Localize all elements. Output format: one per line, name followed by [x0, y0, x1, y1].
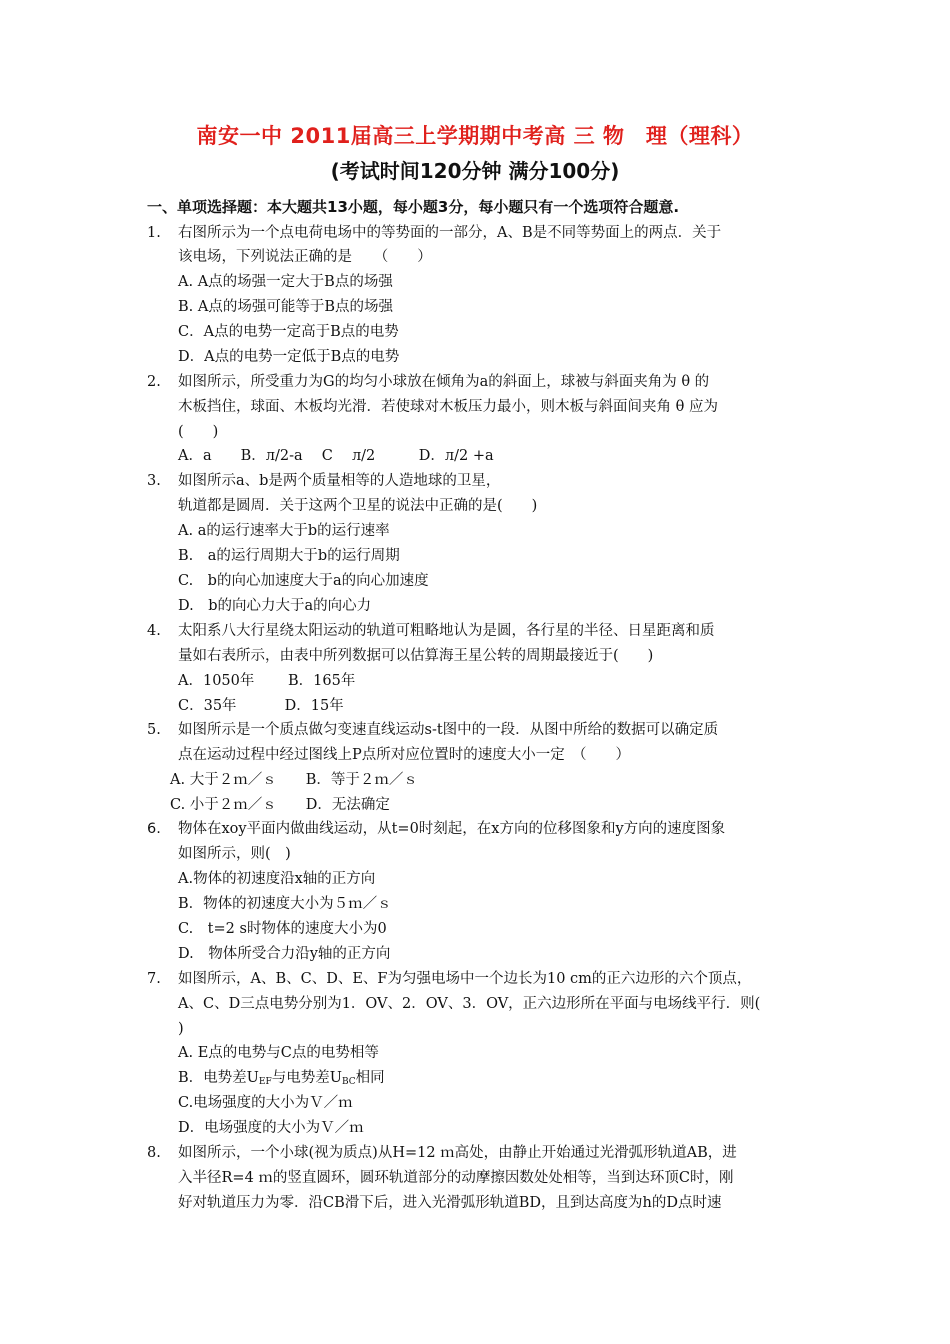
option-b-text: 相同 — [355, 1070, 385, 1086]
exam-subtitle: (考试时间120分钟 满分100分) — [330, 159, 620, 183]
question-number: 5. — [147, 722, 161, 738]
section-heading: 一、单项选择题：本大题共13小题，每小题3分，每小题只有一个选项符合题意. — [147, 198, 680, 216]
question-text: 该电场，下列说法正确的是 （ ） — [178, 249, 432, 265]
option-d: D. b的向心力大于a的向心力 — [178, 598, 372, 614]
option-c: C. b的向心加速度大于a的向心加速度 — [178, 573, 429, 589]
question-text: 木板挡住，球面、木板均光滑．若使球对木板压力最小，则木板与斜面间夹角 θ 应为 — [178, 399, 718, 415]
question-text: 如图所示，A、B、C、D、E、F为匀强电场中一个边长为10 cm的正六边形的六个顶点， — [178, 971, 752, 987]
question-number: 3. — [147, 473, 161, 489]
question-text: ) — [178, 1021, 184, 1037]
question-text: 如图所示a、b是两个质量相等的人造地球的卫星， — [178, 473, 501, 489]
option-a: A. A点的场强一定大于B点的场强 — [178, 274, 393, 290]
option-a: A.物体的初速度沿x轴的正方向 — [178, 871, 376, 887]
option-c: C．A点的电势一定高于B点的电势 — [178, 324, 399, 340]
question-text: 太阳系八大行星绕太阳运动的轨道可粗略地认为是圆，各行星的半径、日星距离和质 — [178, 623, 715, 639]
option-b: B. a的运行周期大于b的运行周期 — [178, 548, 400, 564]
question-text: 如图所示，则( ) — [178, 846, 291, 862]
question-text: 点在运动过程中经过图线上P点所对应位置时的速度大小一定 （ ） — [178, 747, 631, 763]
question-number: 4. — [147, 623, 161, 639]
option-b-text: B．电势差U — [178, 1070, 259, 1086]
question-text: ( ) — [178, 424, 219, 440]
question-number: 8. — [147, 1145, 161, 1161]
question-number: 1. — [147, 225, 161, 241]
subscript: EF — [258, 1077, 272, 1087]
option-c: C.电场强度的大小为Ｖ／ｍ — [178, 1095, 353, 1111]
question-text: 如图所示是一个质点做匀变速直线运动s-t图中的一段．从图中所给的数据可以确定质 — [178, 722, 719, 738]
question-text: 轨道都是圆周．关于这两个卫星的说法中正确的是( ) — [178, 498, 538, 514]
question-text: 如图所示，一个小球(视为质点)从H=12 ｍ高处，由静止开始通过光滑弧形轨道AB，进 — [178, 1145, 737, 1161]
options-row: C．35年 D．15年 — [178, 698, 344, 714]
question-text: 物体在xoy平面内做曲线运动，从t=0时刻起，在x方向的位移图象和y方向的速度图象 — [178, 821, 726, 837]
option-b: B. A点的场强可能等于B点的场强 — [178, 299, 393, 315]
option-d: D. 物体所受合力沿y轴的正方向 — [178, 946, 391, 962]
question-text: 如图所示，所受重力为G的均匀小球放在倾角为a的斜面上，球被与斜面夹角为 θ 的 — [178, 374, 710, 390]
question-text: 右图所示为一个点电荷电场中的等势面的一部分，A、B是不同等势面上的两点．关于 — [178, 225, 722, 241]
option-b — [178, 1069, 385, 1091]
option-b-text: 与电势差U — [271, 1070, 342, 1086]
question-text: 入半径R=4 ｍ的竖直圆环，圆环轨道部分的动摩擦因数处处相等，当到达环顶C时，刚 — [178, 1170, 734, 1186]
option-c: C. t=2 s时物体的速度大小为0 — [178, 921, 387, 937]
option-d: D．电场强度的大小为Ｖ／ｍ — [178, 1120, 364, 1136]
option-b: B．物体的初速度大小为５ｍ／ｓ — [178, 896, 392, 912]
exam-title: 南安一中 2011届高三上学期期中考高 三 物 理（理科） — [196, 124, 754, 148]
question-number: 7. — [147, 971, 161, 987]
option-d: D．A点的电势一定低于B点的电势 — [178, 349, 400, 365]
subscript: BC — [341, 1077, 356, 1087]
question-number: 6. — [147, 821, 161, 837]
question-number: 2. — [147, 374, 161, 390]
options-row: A. 大于２ｍ／ｓ B．等于２ｍ／ｓ — [170, 772, 418, 788]
question-text: A、C、D三点电势分别为1．OV、2．OV、3．OV，正六边形所在平面与电场线平行．则( — [178, 996, 761, 1012]
question-text: 量如右表所示，由表中所列数据可以估算海王星公转的周期最接近于( ) — [178, 648, 654, 664]
options-row: A．1050年 B．165年 — [178, 673, 356, 689]
options-row: A．a B．л/2-a C л/2 D．л/2 +a — [178, 448, 494, 464]
question-text: 好对轨道压力为零．沿CB滑下后，进入光滑弧形轨道BD，且到达高度为h的D点时速 — [178, 1195, 722, 1211]
options-row: C. 小于２ｍ／ｓ D．无法确定 — [170, 797, 390, 813]
option-a: A. a的运行速率大于b的运行速率 — [178, 523, 390, 539]
option-a: A. E点的电势与C点的电势相等 — [178, 1045, 379, 1061]
